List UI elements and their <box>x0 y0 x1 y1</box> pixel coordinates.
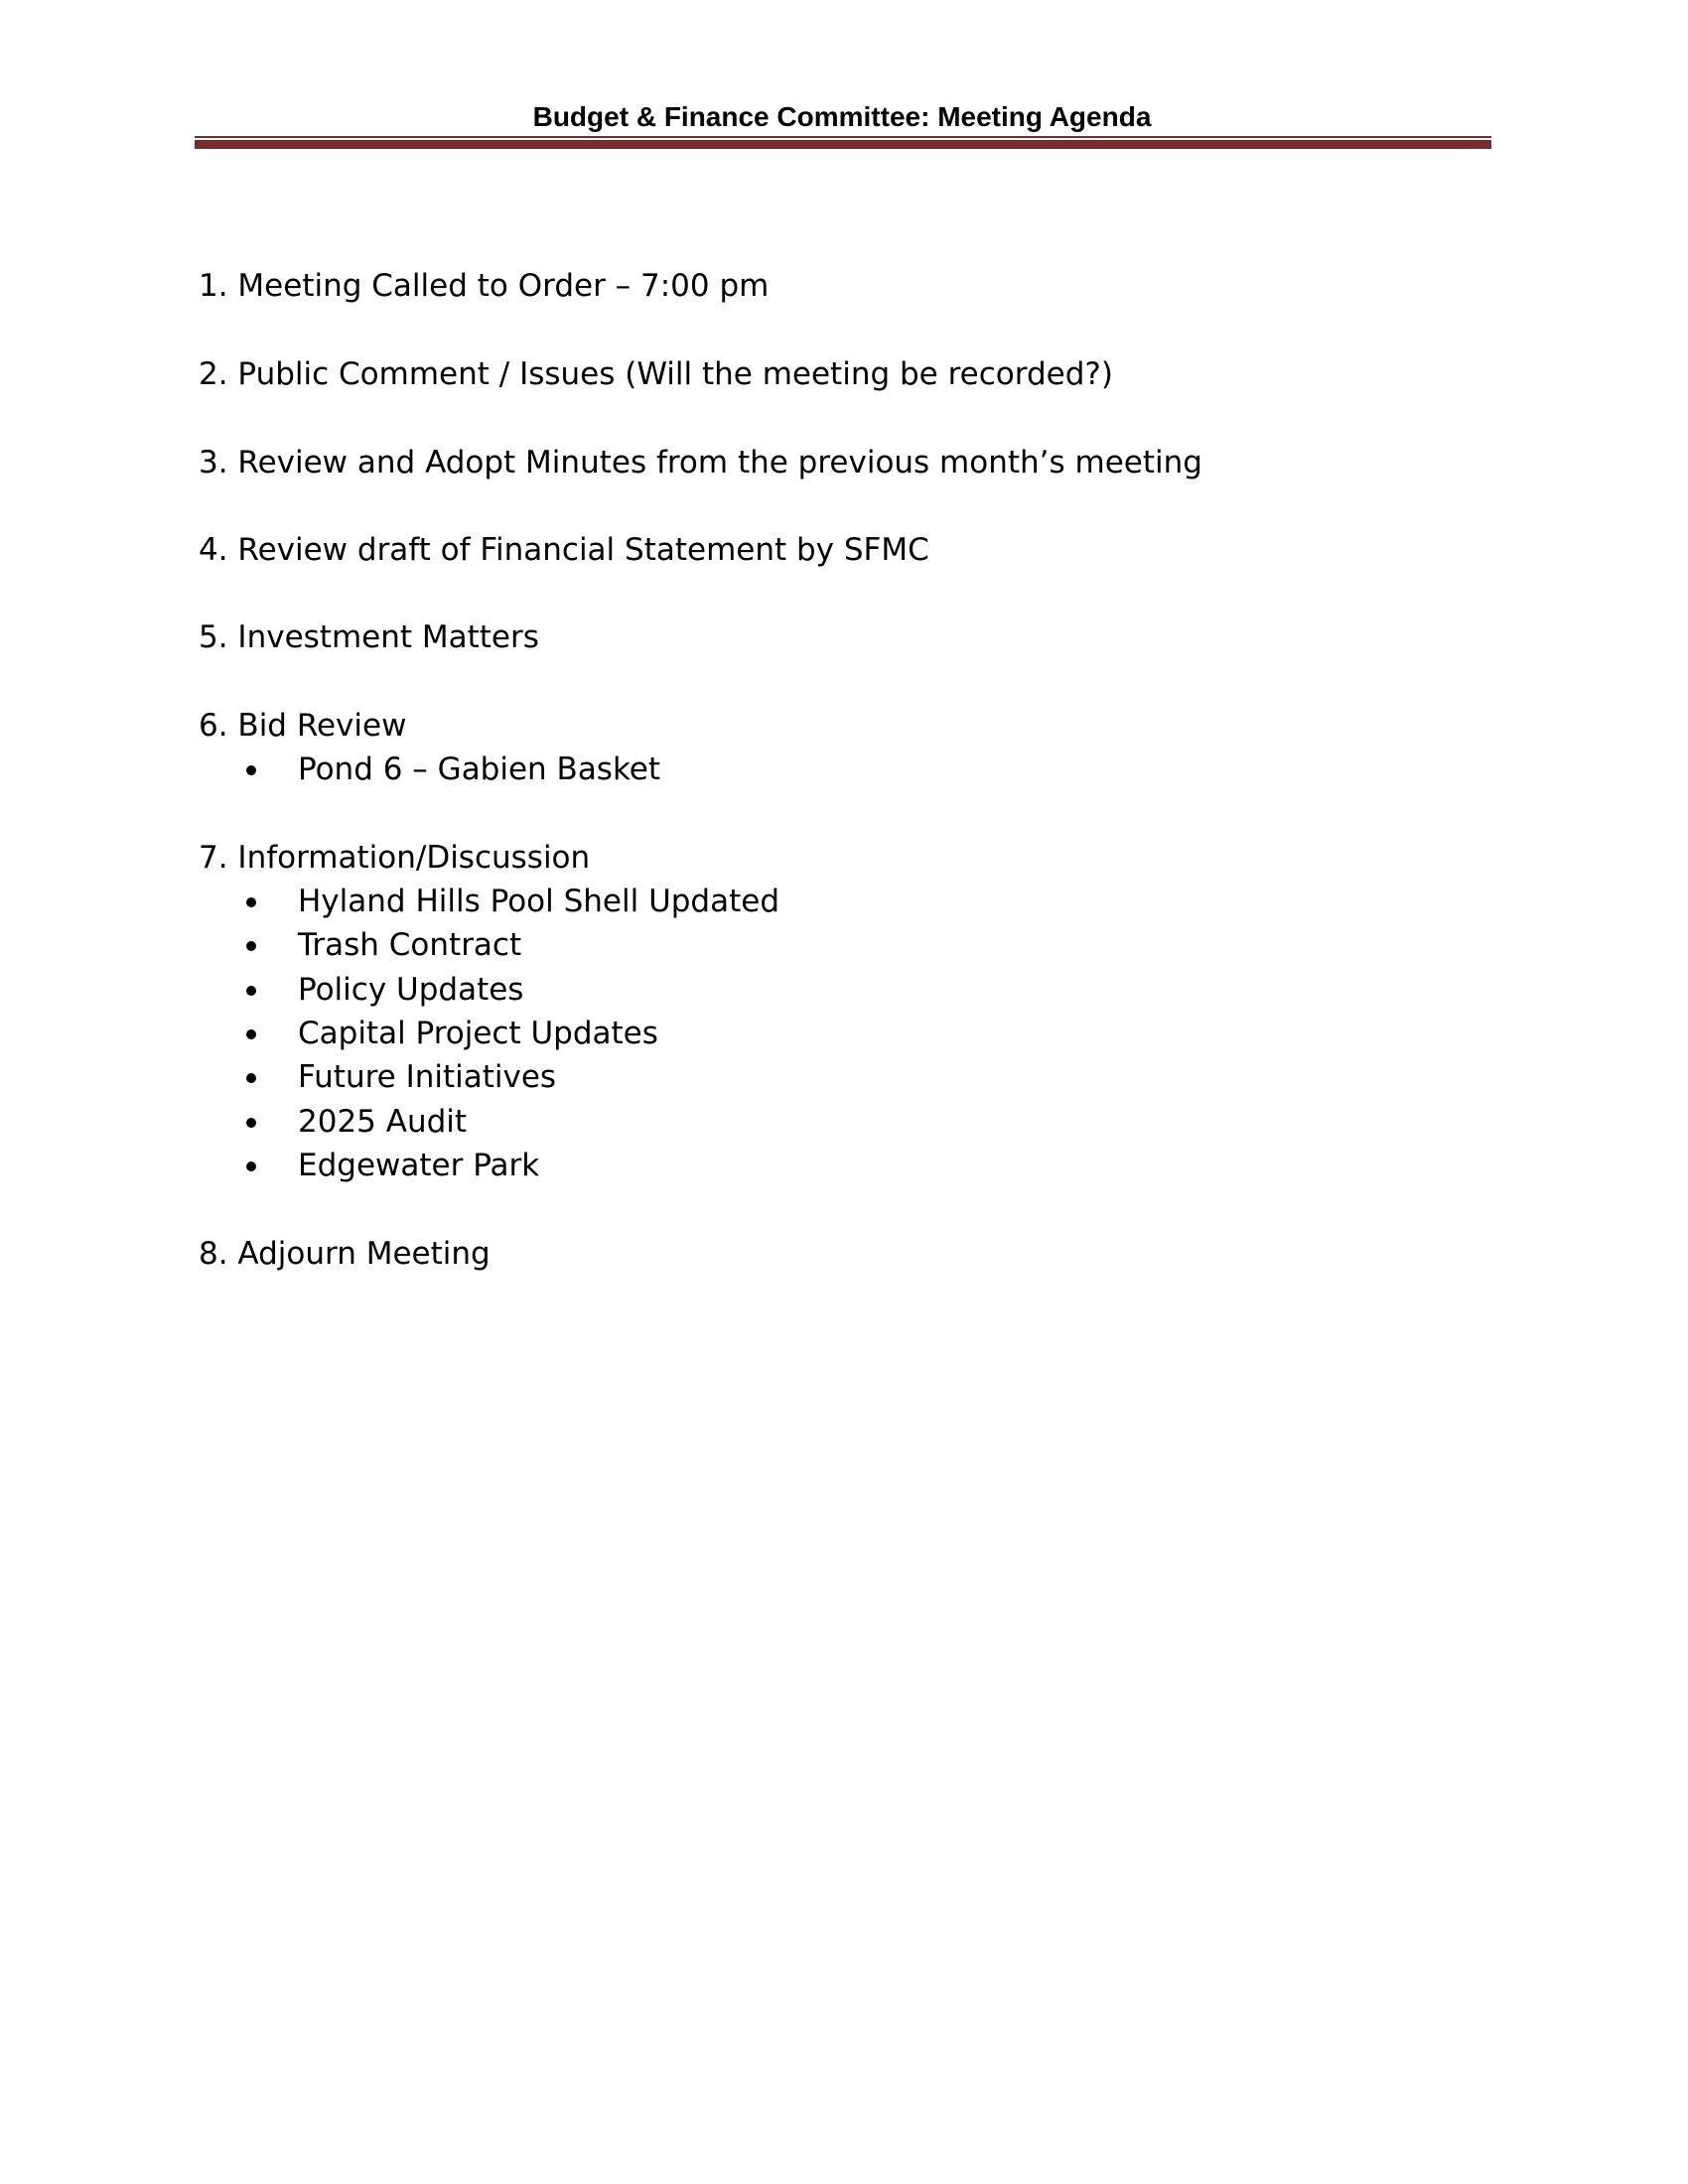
agenda-item-8: 8. Adjourn Meeting <box>199 1236 491 1272</box>
agenda-subitem-label: Future Initiatives <box>298 1059 557 1095</box>
agenda-subitem-label: Edgewater Park <box>298 1148 540 1183</box>
bullet-dot-icon <box>246 1118 256 1128</box>
agenda-item-6: 6. Bid Review <box>199 708 407 744</box>
agenda-item-3: 3. Review and Adopt Minutes from the previous month’s meeting <box>199 445 1202 480</box>
bullet-dot-icon <box>246 765 256 775</box>
bullet-dot-icon <box>246 1161 256 1171</box>
page-title: Budget & Finance Committee: Meeting Agenda <box>532 101 1152 132</box>
bullet-dot-icon <box>246 1029 256 1039</box>
agenda-subitem-label: Policy Updates <box>298 972 524 1008</box>
header-rule-thick <box>195 140 1491 149</box>
agenda-subitem-label: Capital Project Updates <box>298 1016 658 1051</box>
agenda-subitem-label: Trash Contract <box>298 927 522 963</box>
bullet-dot-icon <box>246 1073 256 1083</box>
agenda-item-5: 5. Investment Matters <box>199 619 539 655</box>
agenda-subitem-label: Pond 6 – Gabien Basket <box>298 751 661 787</box>
agenda-item-2: 2. Public Comment / Issues (Will the meeting be recorded?) <box>199 356 1113 392</box>
header-rule-thin <box>195 136 1491 138</box>
bullet-dot-icon <box>246 897 256 907</box>
agenda-item-4: 4. Review draft of Financial Statement by SFMC <box>199 532 929 568</box>
agenda-subitem-label: 2025 Audit <box>298 1104 468 1140</box>
bullet-dot-icon <box>246 986 256 996</box>
agenda-item-1: 1. Meeting Called to Order – 7:00 pm <box>199 268 770 304</box>
agenda-item-7: 7. Information/Discussion <box>199 840 591 876</box>
agenda-subitem-label: Hyland Hills Pool Shell Updated <box>298 884 780 919</box>
bullet-dot-icon <box>246 941 256 951</box>
